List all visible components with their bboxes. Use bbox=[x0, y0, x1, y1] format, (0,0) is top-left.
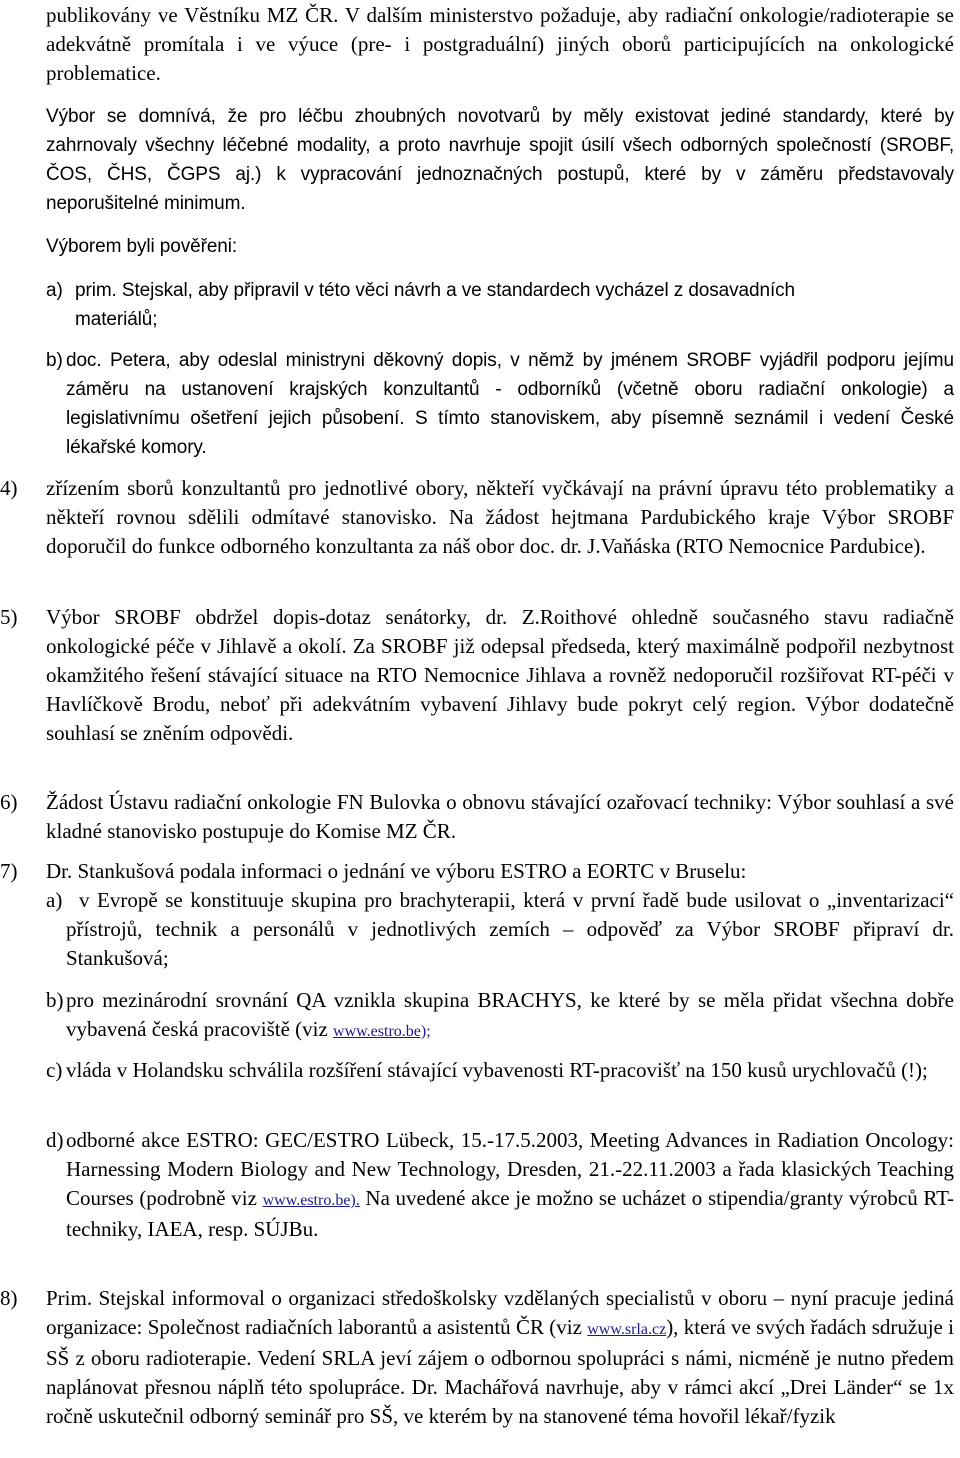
item-7d-text-body: odborné akce ESTRO: GEC/ESTRO Lübeck, 15.-17.5.2003, Meeting Advances in Radiation Oncology: Harnessing Modern Biology and New Technology, Dresden, 21.-22.11.2003 a řada klasických Teaching Courses (podrobně viz bbox=[66, 1128, 954, 1210]
estro-link[interactable]: www.estro.be); bbox=[333, 1023, 431, 1040]
item-4-text: zřízením sborů konzultantů pro jednotlivé obory, někteří vyčkávají na právní úpravu této problematiky a někteří rovnou sdělili odmítavé stanovisko. Na žádost hejtmana Pardubického kraje Výbor SROBF doporučil do funkce odborného konzultanta za náš obor doc. dr. J.Vaňáska (RTO Nemocnice Pardubice). bbox=[46, 476, 954, 558]
item-6-number: 6) bbox=[0, 790, 18, 814]
item-6-text: Žádost Ústavu radiační onkologie FN Bulovka o obnovu stávající ozařovací techniky: Výbor souhlasí a své kladné stanovisko postupuje do Komise MZ ČR. bbox=[46, 790, 954, 843]
item-7a-label: a) bbox=[46, 888, 63, 912]
item-4-number: 4) bbox=[0, 476, 18, 500]
item-7d-text-tail: Na uvedené akce je možno se ucházet o stipendia/granty výrobců RT-techniky, IAEA, resp. SÚJBu. bbox=[66, 1186, 954, 1241]
item-7-number: 7) bbox=[0, 859, 18, 883]
item-7b-text-body: pro mezinárodní srovnání QA vznikla skupina BRACHYS, ke které by se měla přidat všechna dobře vybavená česká pracoviště (viz bbox=[66, 988, 954, 1041]
authorized-heading: Výborem byli pověřeni: bbox=[46, 236, 238, 257]
item-7b-text bbox=[66, 986, 954, 1046]
standards-paragraph: Výbor se domnívá, že pro léčbu zhoubných novotvarů by měly existovat jediné standardy, které by zahrnovaly všechny léčebné modality, a proto navrhuje spojit úsilí všech odborných společností (SROBF, ČOS, ČHS, ČGPS aj.) k vypracování jednoznačných postupů, které by v záměru představovaly neporušitelné minimum. bbox=[46, 106, 954, 214]
sub-b-text: doc. Petera, aby odeslal ministryni děkovný dopis, v němž by jménem SROBF vyjádřil podporu jejímu záměru na ustanovení krajských konzultantů - odborníků (včetně oboru radiační onkologie) a legislativnímu ošetření jejich působení. S tímto stanoviskem, aby písemně seznámil i vedení České lékařské komory. bbox=[66, 350, 954, 458]
intro-paragraph: publikovány ve Věstníku MZ ČR. V dalším ministerstvo požaduje, aby radiační onkologie/radioterapie se adekvátně promítala i ve výuce (pre- i postgraduální) jiných oborů participujících na onkologické problematice. bbox=[46, 3, 954, 85]
item-5-number: 5) bbox=[0, 605, 18, 629]
estro-link-2[interactable]: www.estro.be). bbox=[262, 1192, 360, 1209]
item-8-text-body: Prim. Stejskal informoval o organizaci středoškolsky vzdělaných specialistů v oboru – nyní pracuje jediná organizace: Společnost radiačních laborantů a asistentů ČR (viz bbox=[46, 1286, 954, 1339]
item-8-text bbox=[46, 1284, 954, 1431]
srla-link[interactable]: www.srla.cz bbox=[587, 1321, 667, 1338]
item-7c-label: c) bbox=[46, 1058, 63, 1082]
item-7a-text: v Evropě se konstituuje skupina pro brachyterapii, která v první řadě bude usilovat o „inventarizaci“ přístrojů, technik a personálů v jednotlivých zemích – odpověď za Výbor SROBF připraví dr. Stankušová; bbox=[66, 888, 954, 970]
item-8-text-tail: ), která ve svých řadách sdružuje i SŠ z oboru radioterapie. Vedení SRLA jeví zájem o odbornou spolupráci s námi, nicméně je nutno předem naplánovat přesnou náplň této spolupráce. Dr. Machářová navrhuje, aby v rámci akcí „Drei Länder“ se 1x ročně uskutečnil odborný seminář pro SŠ, ve kterém by na stanovené téma hovořil lékař/fyzik bbox=[46, 1315, 954, 1428]
item-7b-label: b) bbox=[46, 988, 64, 1012]
sub-b-label: b) bbox=[46, 350, 63, 371]
sub-a-text: prim. Stejskal, aby připravil v této věci návrh a ve standardech vycházel z dosavadních materiálů; bbox=[75, 280, 795, 330]
item-5-text: Výbor SROBF obdržel dopis-dotaz senátorky, dr. Z.Roithové ohledně současného stavu radiačně onkologické péče v Jihlavě a okolí. Za SROBF již odepsal předseda, který maximálně podpořil nezbytnost okamžitého řešení stávající situace na RTO Nemocnice Jihlava a rovněž nedoporučil rozšiřovat RT-péči v Havlíčkově Brodu, neboť při adekvátním vybavení Jihlavy bude pokryt celý region. Výbor dodatečně souhlasí se zněním odpovědi. bbox=[46, 605, 954, 745]
sub-a-label: a) bbox=[46, 280, 63, 301]
item-7c-text: vláda v Holandsku schválila rozšíření stávající vybavenosti RT-pracovišť na 150 kusů urychlovačů (!); bbox=[66, 1058, 928, 1082]
item-7d-text bbox=[66, 1126, 954, 1244]
item-7-text: Dr. Stankušová podala informaci o jednání ve výboru ESTRO a EORTC v Bruselu: bbox=[46, 859, 747, 883]
item-7d-label: d) bbox=[46, 1128, 64, 1152]
item-8-number: 8) bbox=[0, 1286, 18, 1310]
